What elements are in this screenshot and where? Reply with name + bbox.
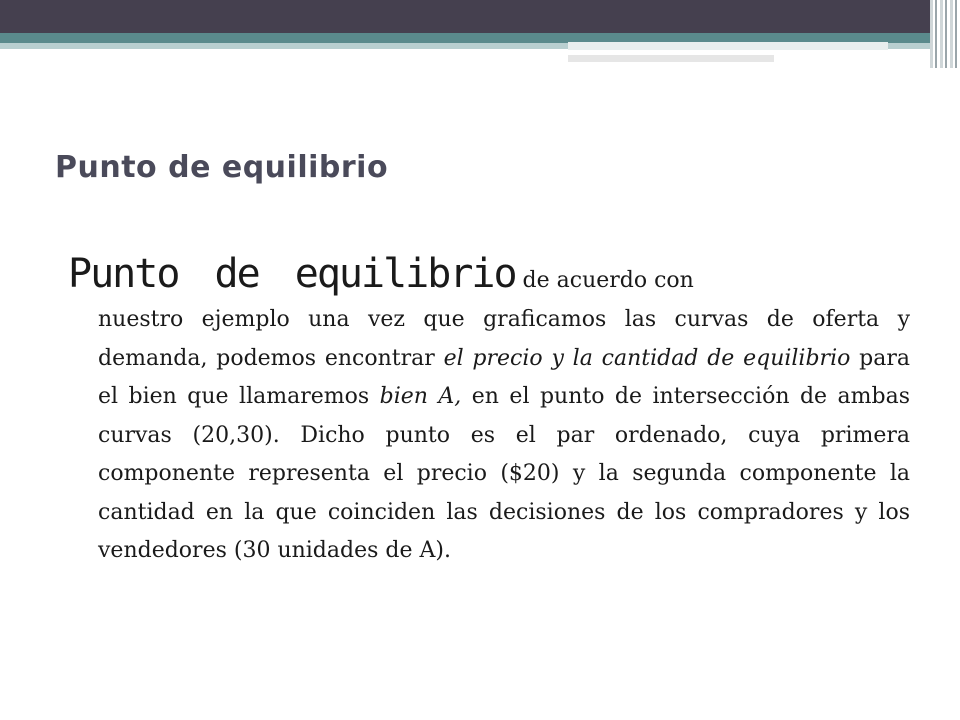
body-paragraph bbox=[68, 301, 910, 571]
decorative-bar bbox=[568, 42, 888, 50]
body-lead-phrase: Punto de equilibrio bbox=[68, 251, 516, 297]
body-text-2: para el bien que llamaremos bbox=[98, 345, 910, 409]
body-text-1: nuestro ejemplo una vez que graficamos las curvas de oferta y demanda, podemos encontrar bbox=[98, 307, 910, 371]
corner-stripes bbox=[930, 0, 960, 68]
header-band bbox=[0, 0, 960, 33]
body-first-line-rest: de acuerdo con bbox=[515, 268, 694, 293]
body-emphasis-2: bien A, bbox=[379, 384, 462, 409]
slide-body bbox=[68, 247, 910, 571]
body-text-3: en el punto de intersección de ambas curvas (20,30). Dicho punto es el par ordenado, cuya primera componente representa el precio ($20) y la segunda componente la cantidad en la que coinciden las decisiones de los compradores y los vendedores (30 unidades de A). bbox=[98, 384, 911, 563]
slide-title: Punto de equilibrio bbox=[55, 150, 389, 185]
decorative-bar-short bbox=[568, 55, 774, 62]
body-emphasis-1: el precio y la cantidad de equilibrio bbox=[443, 345, 851, 371]
